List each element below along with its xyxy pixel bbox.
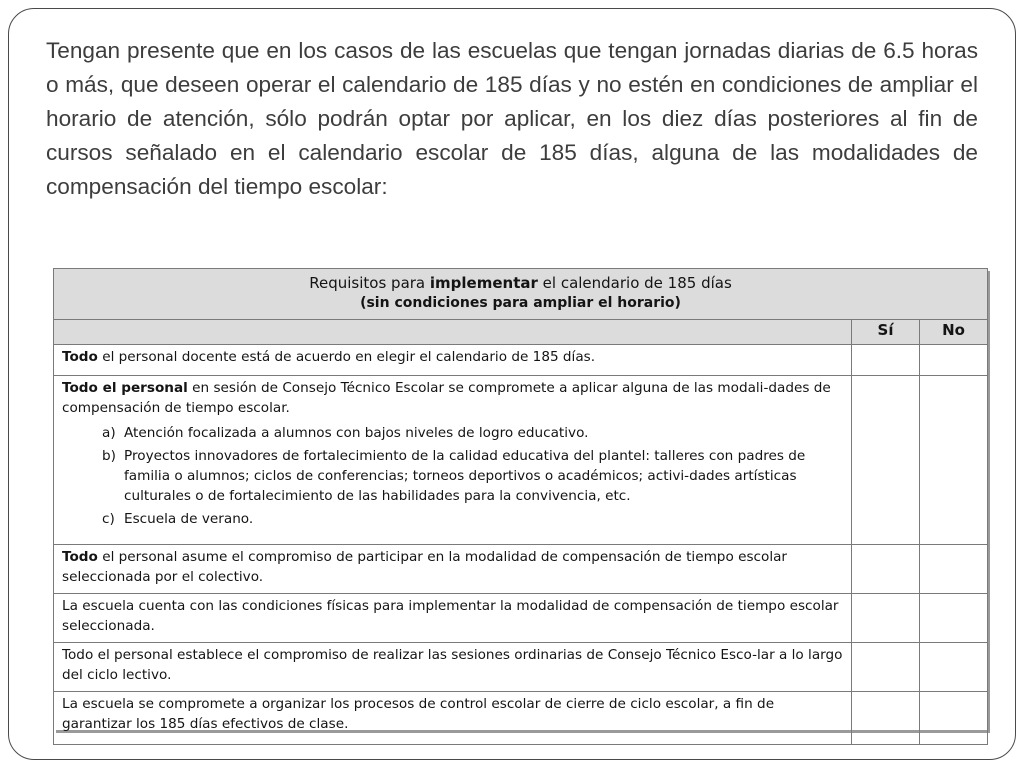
list-item-text: Proyectos innovadores de fortalecimiento de la calidad educativa del plantel: talleres con padres de familia o alumnos; ciclos de conferencias; torneos deportivos o académicos; activi-dades artísticas culturales o de fortalecimiento de las habilidades para la convivencia, etc.	[124, 448, 806, 504]
table-row	[54, 692, 988, 745]
requirement-text	[54, 643, 852, 692]
list-item	[62, 423, 843, 443]
checkbox-cell-si[interactable]	[852, 643, 920, 692]
table-title-bold: implementar	[429, 274, 538, 292]
table-title-pre: Requisitos para	[309, 274, 430, 292]
requirement-text	[54, 545, 852, 594]
checkbox-cell-no[interactable]	[920, 692, 988, 745]
requirement-body: La escuela cuenta con las condiciones físicas para implementar la modalidad de compensación de tiempo escolar seleccionada.	[62, 598, 839, 634]
requirement-bold-lead: Todo el personal	[62, 380, 188, 396]
checkbox-cell-si[interactable]	[852, 594, 920, 643]
table-row	[54, 545, 988, 594]
requirement-text	[54, 345, 852, 376]
header-blank-cell	[54, 320, 852, 345]
table-row	[54, 643, 988, 692]
requirements-table	[53, 268, 988, 745]
table-row	[54, 345, 988, 376]
checkbox-cell-no[interactable]	[920, 345, 988, 376]
checkbox-cell-si[interactable]	[852, 545, 920, 594]
requirement-body: el personal docente está de acuerdo en elegir el calendario de 185 días.	[97, 349, 596, 365]
requirement-body: el personal asume el compromiso de participar en la modalidad de compensación de tiempo escolar seleccionada por el colectivo.	[62, 549, 788, 585]
column-header-no: No	[920, 320, 988, 345]
list-item-label: c)	[102, 511, 115, 527]
requirement-text	[54, 376, 852, 545]
requirement-body: Todo el personal establece el compromiso de realizar las sesiones ordinarias de Consejo Técnico Esco-lar a lo largo del ciclo lectivo.	[62, 647, 843, 683]
requirement-text	[54, 594, 852, 643]
list-item-label: b)	[102, 448, 116, 464]
requirement-body: en sesión de Consejo Técnico Escolar se compromete a aplicar alguna de las modali-dades de compensación de tiempo escolar.	[62, 380, 831, 416]
table-title	[54, 269, 988, 320]
list-item	[62, 446, 843, 506]
requirement-bold-lead: Todo	[62, 349, 98, 365]
table-row	[54, 376, 988, 545]
requirement-body: La escuela se compromete a organizar los procesos de control escolar de cierre de ciclo escolar, a fin de garantizar los 185 días efectivos de clase.	[62, 696, 775, 732]
list-item-text: Escuela de verano.	[124, 511, 254, 527]
intro-paragraph: Tengan presente que en los casos de las escuelas que tengan jornadas diarias de 6.5 horas o más, que deseen operar el calendario de 185 días y no estén en condiciones de ampliar el horario de atención, sólo podrán optar por aplicar, en los diez días posteriores al fin de cursos señalado en el calendario escolar de 185 días, alguna de las modalidades de compensación del tiempo escolar:	[46, 38, 978, 199]
list-item-label: a)	[102, 425, 116, 441]
column-header-si: Sí	[852, 320, 920, 345]
list-item-text: Atención focalizada a alumnos con bajos niveles de logro educativo.	[124, 425, 589, 441]
checkbox-cell-no[interactable]	[920, 545, 988, 594]
checkbox-cell-no[interactable]	[920, 643, 988, 692]
table-row	[54, 594, 988, 643]
checkbox-cell-si[interactable]	[852, 692, 920, 745]
requirement-bold-lead: Todo	[62, 549, 98, 565]
checkbox-cell-si[interactable]	[852, 376, 920, 545]
requirements-table-container	[53, 268, 987, 730]
checkbox-cell-si[interactable]	[852, 345, 920, 376]
requirement-text	[54, 692, 852, 745]
list-item	[62, 509, 843, 529]
table-title-post: el calendario de 185 días	[537, 274, 732, 292]
checkbox-cell-no[interactable]	[920, 376, 988, 545]
checkbox-cell-no[interactable]	[920, 594, 988, 643]
table-subtitle: (sin condiciones para ampliar el horario)	[360, 295, 681, 311]
